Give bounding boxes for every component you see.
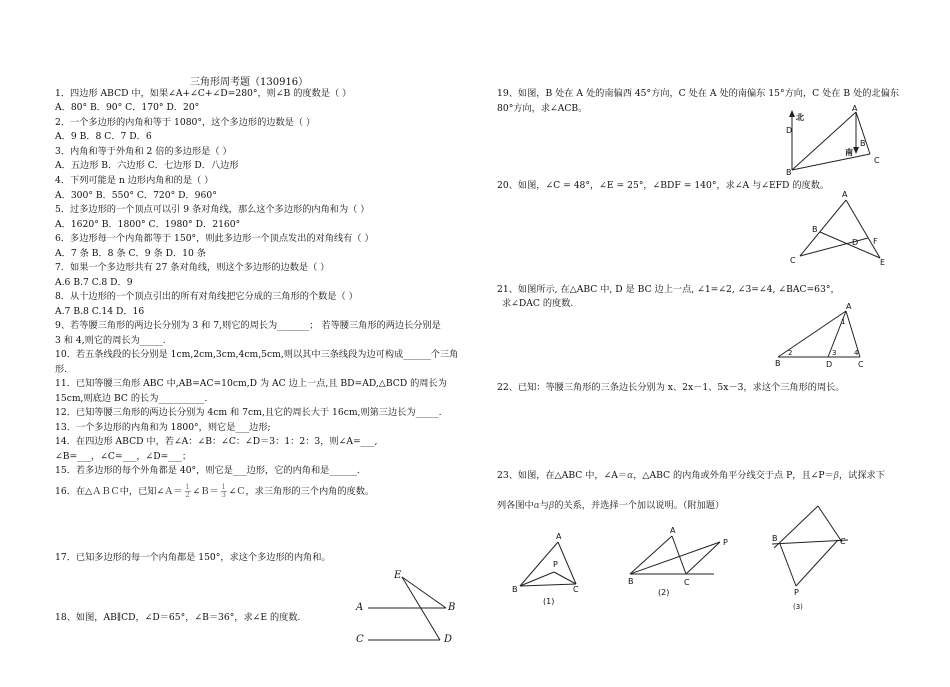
question-19-line-1: 19、如图，B 处在 A 处的南偏西 45°方向，C 处在 A 处的南偏东 15°方向，C 处在 B 处的北偏东	[497, 88, 900, 99]
bisector-cp	[796, 540, 838, 586]
fig23-3-label-c: C	[840, 537, 846, 546]
question-14-line-1: 14．在四边形 ABCD 中，若∠A：∠B：∠C：∠D＝3：1：2：3，则∠A=___,	[55, 436, 378, 447]
question-2: 2．一个多边形的内角和等于 1080°，这个多边形的边数是（ ）	[55, 117, 316, 128]
figure-23-2-exterior-bisector	[622, 524, 732, 584]
fig21-angle-2: 2	[788, 349, 793, 357]
question-13: 13．一个多边形的内角和为 1800°，则它是___边形;	[55, 422, 271, 433]
fig21-label-a: A	[846, 302, 852, 311]
fig23-1-label-b: B	[512, 585, 518, 594]
fig19-label-b-small: B	[860, 139, 866, 148]
fig23-2-label-a: A	[670, 526, 676, 535]
beta-symbol: β	[833, 471, 839, 481]
question-21-line-2: 求∠DAC 的度数.	[502, 298, 574, 309]
question-3-options: A．五边形 B．六边形 C．七边形 D．八边形	[55, 160, 239, 171]
question-8: 8．从十边形的一个顶点引出的所有对角线把它分成的三角形的个数是（ ）	[55, 291, 358, 302]
fig20-label-e: E	[880, 258, 886, 267]
question-23-suffix: ，试探求下	[838, 470, 885, 481]
fraction-one-third	[221, 484, 227, 499]
question-18: 18、如图，AB∥CD，∠D＝65°，∠B＝36°，求∠E 的度数.	[55, 612, 301, 623]
bisector-cp	[686, 542, 720, 574]
question-9-line-2: 3 和 4,则它的周长为_____.	[55, 335, 166, 346]
line-eb	[402, 577, 446, 608]
fig23-2-caption: (2)	[658, 588, 670, 597]
fig21-angle-4: 4	[854, 349, 859, 357]
fig21-angle-1: 1	[841, 318, 846, 326]
fig19-label-c: C	[874, 156, 880, 165]
question-23-line2-suffix: 的关系，并选择一个加以说明。（附加题）	[554, 500, 725, 511]
question-1: 1．四边形 ABCD 中，如果∠A+∠C+∠D=280°，则∠B 的度数是（ ）	[55, 88, 352, 99]
question-10-line-1: 10．若五条线段的长分别是 1cm,2cm,3cm,4cm,5cm,则以其中三条线段为边可构成______个三角	[55, 349, 459, 360]
fig19-label-b: B	[786, 168, 792, 177]
question-4-options: A．300° B．550° C．720° D．960°	[55, 190, 217, 201]
question-16-prefix: 16．在△ＡＢＣ中，已知∠Ａ＝	[55, 486, 183, 497]
question-8-options: A.7 B.8 C.14 D．16	[55, 306, 145, 317]
question-22: 22、已知：等腰三角形的三条边长分别为 x、2x－1、5x－3，求这个三角形的周长。	[497, 382, 845, 393]
fig20-label-f: F	[873, 237, 878, 246]
question-23-line2-prefix: 列各图中	[497, 500, 534, 511]
north-arrow-b	[789, 110, 795, 117]
question-11-line-1: 11．已知等腰三角形 ABC 中,AB=AC=10cm,D 为 AC 边上一点,且 BD=AD,△BCD 的周长为	[55, 378, 447, 389]
fig21-label-c: C	[858, 360, 864, 369]
beta-symbol: β	[549, 501, 555, 511]
fig18-label-c: C	[356, 634, 364, 645]
segment-ac	[558, 542, 576, 584]
segment-bc	[792, 154, 870, 170]
alpha-symbol: α	[627, 471, 634, 481]
question-23-line-1	[497, 470, 885, 482]
fig23-3-label-p: P	[794, 588, 799, 597]
question-19-line-2: 80°方向，求∠ACB。	[497, 103, 588, 114]
fraction-numerator: 1	[185, 483, 190, 491]
question-5: 5．过多边形的一个顶点可以引 9 条对角线，那么这个多边形的内角和为（ ）	[55, 204, 370, 215]
question-17: 17．已知多边形的每一个内角都是 150°，求这个多边形的内角和。	[55, 552, 331, 563]
question-7-options: A.6 B.7 C.8 D．9	[55, 277, 133, 288]
question-23-line2-middle: 与	[539, 500, 550, 511]
question-11-line-2: 15cm,则底边 BC 的长为__________.	[55, 393, 208, 404]
fig23-2-label-p: P	[723, 538, 728, 547]
fig18-label-e: E	[394, 570, 402, 581]
south-arrow-a	[853, 147, 859, 154]
segment-ac	[800, 200, 846, 256]
question-12: 12．已知等腰三角形的两边长分别为 4cm 和 7cm,且它的周长大于 16cm,则第三边长为_____.	[55, 407, 442, 418]
segment-bc	[520, 584, 576, 586]
question-21-line-1: 21、如图所示, 在△ABC 中, D 是 BC 边上一点, ∠1=∠2, ∠3=∠4, ∠BAC=63°，	[497, 284, 840, 295]
question-9-line-1: 9、若等腰三角形的两边长分别为 3 和 7,则它的周长为_______； 若等腰三角形的两边长分别是	[55, 320, 441, 331]
fig20-label-a: A	[842, 190, 848, 199]
fraction-one-half	[185, 484, 191, 499]
fig20-label-d: D	[852, 238, 859, 247]
figure-20-triangle	[792, 190, 892, 266]
bisector-cp	[554, 572, 576, 584]
page-title: 三角形周考题（130916）	[190, 77, 309, 88]
fig19-label-d: D	[786, 126, 793, 135]
fig19-label-north: 北	[796, 113, 804, 122]
fig21-angle-3: 3	[832, 349, 837, 357]
fig23-1-label-p: P	[553, 560, 558, 569]
question-10-line-2: 形.	[55, 364, 68, 375]
fig23-3-caption: (3)	[793, 603, 803, 611]
question-6-options: A．7 条 B．8 条 C．9 条 D．10 条	[55, 248, 206, 259]
question-6: 6．多边形每一个内角都等于 150°，则此多边形一个顶点发出的对角线有（ ）	[55, 233, 374, 244]
fig19-label-south: 南	[845, 148, 853, 157]
fig19-label-a: A	[852, 104, 858, 113]
question-23-line-2	[497, 500, 724, 512]
fig21-label-d: D	[826, 360, 833, 369]
alpha-symbol: α	[533, 501, 540, 511]
bisector-bp	[780, 544, 796, 586]
question-5-options: A．1620° B．1800° C．1980° D．2160°	[55, 219, 241, 230]
question-23-middle: ，△ABC 的内角或外角平分线交于点 P，且∠P＝	[633, 470, 834, 481]
segment-ae	[846, 200, 880, 258]
fig23-2-label-c: C	[684, 578, 690, 587]
question-14-line-2: ∠B=___，∠C=___，∠D=___；	[55, 451, 192, 462]
segment-ac-extended	[818, 506, 842, 542]
question-7: 7．如果一个多边形共有 27 条对角线，则这个多边形的边数是（ ）	[55, 262, 330, 273]
fig23-1-label-a: A	[556, 532, 562, 541]
figure-23-3-exterior-bisectors	[766, 500, 856, 600]
fig23-2-label-b: B	[628, 577, 634, 586]
bisector-bp	[630, 542, 720, 574]
segment-be	[820, 232, 880, 258]
fig23-1-label-c: C	[573, 585, 579, 594]
fig23-3-label-b: B	[772, 534, 778, 543]
fig18-label-a: A	[356, 602, 364, 613]
question-15: 15．若多边形的每个外角都是 40°，则它是___边形，它的内角和是______.	[55, 465, 360, 476]
fig20-label-b: B	[812, 225, 818, 234]
question-16-suffix: ∠Ｃ，求三角形的三个内角的度数。	[228, 486, 375, 497]
fig21-label-b: B	[775, 359, 781, 368]
question-2-options: A．9 B．8 C．7 D．6	[55, 131, 152, 142]
fig18-label-b: B	[448, 602, 456, 613]
fig20-label-c: C	[790, 256, 796, 265]
question-23-prefix: 23、如图，在△ABC 中，∠A＝	[497, 470, 628, 481]
fig23-1-caption: (1)	[543, 597, 555, 606]
fraction-denominator: 2	[185, 491, 190, 499]
question-16	[55, 484, 374, 499]
question-16-middle: ∠Ｂ＝	[192, 486, 219, 497]
question-1-options: A．80° B．90° C．170° D．20°	[55, 102, 200, 113]
fraction-denominator: 3	[221, 491, 226, 499]
question-3: 3．内角和等于外角和 2 倍的多边形是（ ）	[55, 146, 232, 157]
question-20: 20、如图，∠C = 48°，∠E = 25°，∠BDF = 140°，求∠A 与∠EFD 的度数。	[497, 180, 830, 191]
fig18-label-d: D	[444, 634, 453, 645]
segment-ab	[630, 536, 672, 574]
question-4: 4．下列可能是 n 边形内角和的是（ ）	[55, 175, 214, 186]
fraction-numerator: 1	[221, 483, 226, 491]
bisector-bp	[520, 572, 554, 586]
